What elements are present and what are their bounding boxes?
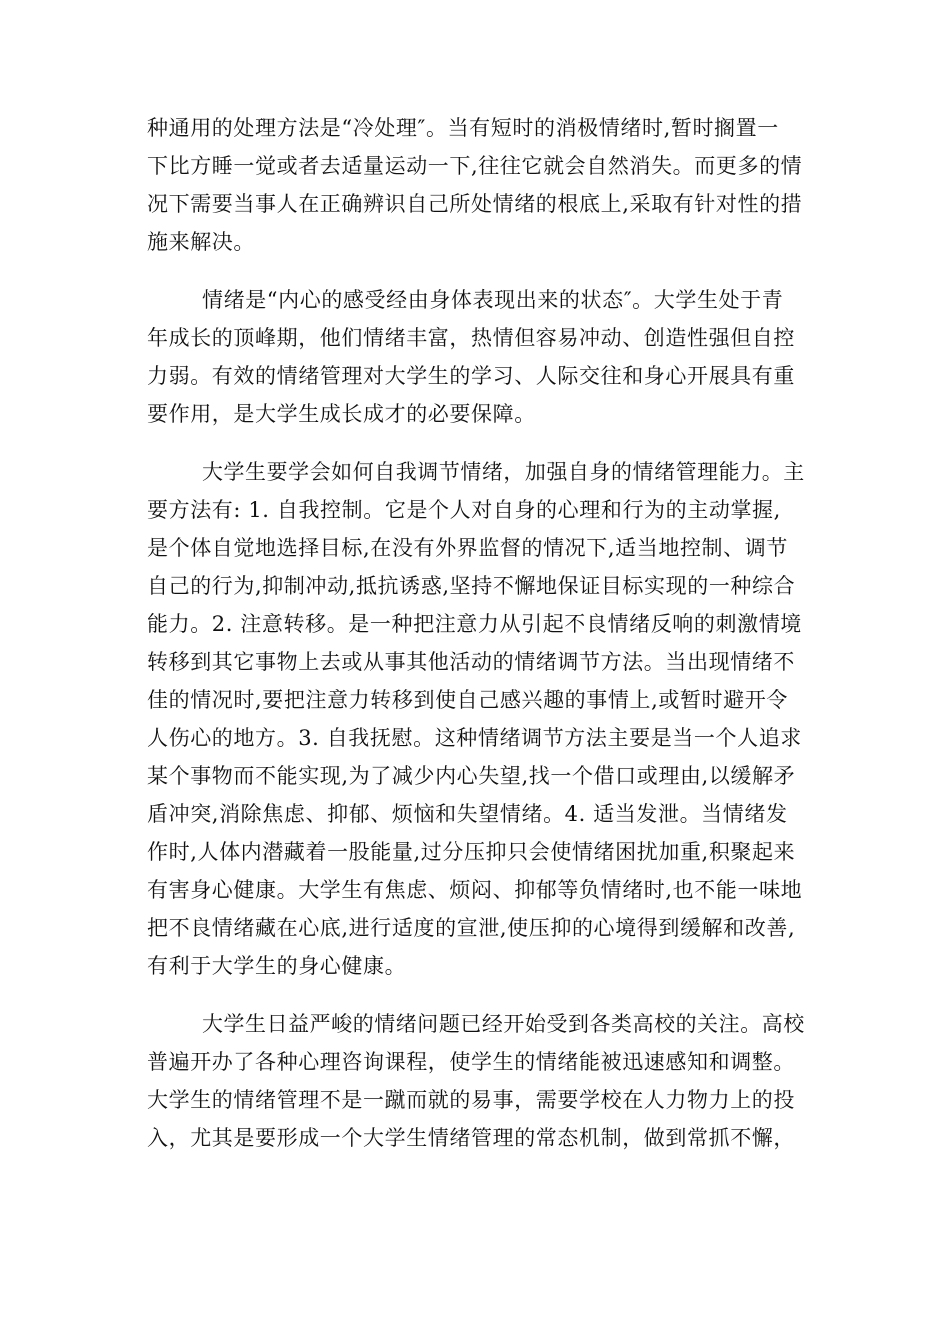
text-line: 况下需要当事人在正确辨识自己所处情绪的根底上,采取有针对性的措	[147, 192, 803, 216]
text-line: 大学生要学会如何自我调节情绪，加强自身的情绪管理能力。主	[202, 460, 805, 484]
text-line: 人伤心的地方。3. 自我抚慰。这种情绪调节方法主要是当一个人追求	[147, 726, 802, 750]
text-line: 把不良情绪藏在心底,进行适度的宣泄,使压抑的心境得到缓解和改善,	[147, 916, 796, 940]
text-line: 作时,人体内潜藏着一股能量,过分压抑只会使情绪困扰加重,积聚起来	[147, 840, 796, 864]
text-line: 自己的行为,抑制冲动,抵抗诱惑,坚持不懈地保证目标实现的一种综合	[147, 574, 796, 598]
text-line: 是个体自觉地选择目标,在没有外界监督的情况下,适当地控制、调节	[147, 536, 788, 560]
text-line: 入，尤其是要形成一个大学生情绪管理的常态机制，做到常抓不懈，	[147, 1126, 795, 1150]
text-line: 要方法有: 1. 自我控制。它是个人对自身的心理和行为的主动掌握,	[147, 498, 781, 522]
text-line: 大学生的情绪管理不是一蹴而就的易事，需要学校在人力物力上的投	[147, 1088, 795, 1112]
text-line: 有害身心健康。大学生有焦虑、烦闷、抑郁等负情绪时,也不能一味地	[147, 878, 803, 902]
text-line: 能力。2. 注意转移。是一种把注意力从引起不良情绪反响的刺激情境	[147, 612, 802, 636]
text-line: 转移到其它事物上去或从事其他活动的情绪调节方法。当出现情绪不	[147, 650, 795, 674]
text-line: 下比方睡一觉或者去适量运动一下,往往它就会自然消失。而更多的情	[147, 154, 803, 178]
text-line: 盾冲突,消除焦虑、抑郁、烦恼和失望情绪。4. 适当发泄。当情绪发	[147, 802, 788, 826]
text-line: 情绪是“内心的感受经由身体表现出来的状态″。大学生处于青	[202, 288, 784, 312]
text-line: 要作用，是大学生成长成才的必要保障。	[147, 402, 536, 426]
text-line: 力弱。有效的情绪管理对大学生的学习、人际交往和身心开展具有重	[147, 364, 795, 388]
text-line: 某个事物而不能实现,为了减少内心失望,找一个借口或理由,以缓解矛	[147, 764, 796, 788]
text-line: 施来解决。	[147, 230, 255, 254]
text-line: 普遍开办了各种心理咨询课程，使学生的情绪能被迅速感知和调整。	[147, 1050, 795, 1074]
text-line: 大学生日益严峻的情绪问题已经开始受到各类高校的关注。高校	[202, 1012, 805, 1036]
text-line: 年成长的顶峰期，他们情绪丰富，热情但容易冲动、创造性强但自控	[147, 326, 795, 350]
text-line: 有利于大学生的身心健康。	[147, 954, 407, 978]
text-line: 佳的情况时,要把注意力转移到使自己感兴趣的事情上,或暂时避开令	[147, 688, 788, 712]
text-line: 种通用的处理方法是“冷处理″。当有短时的消极情绪时,暂时搁置一	[147, 116, 779, 140]
